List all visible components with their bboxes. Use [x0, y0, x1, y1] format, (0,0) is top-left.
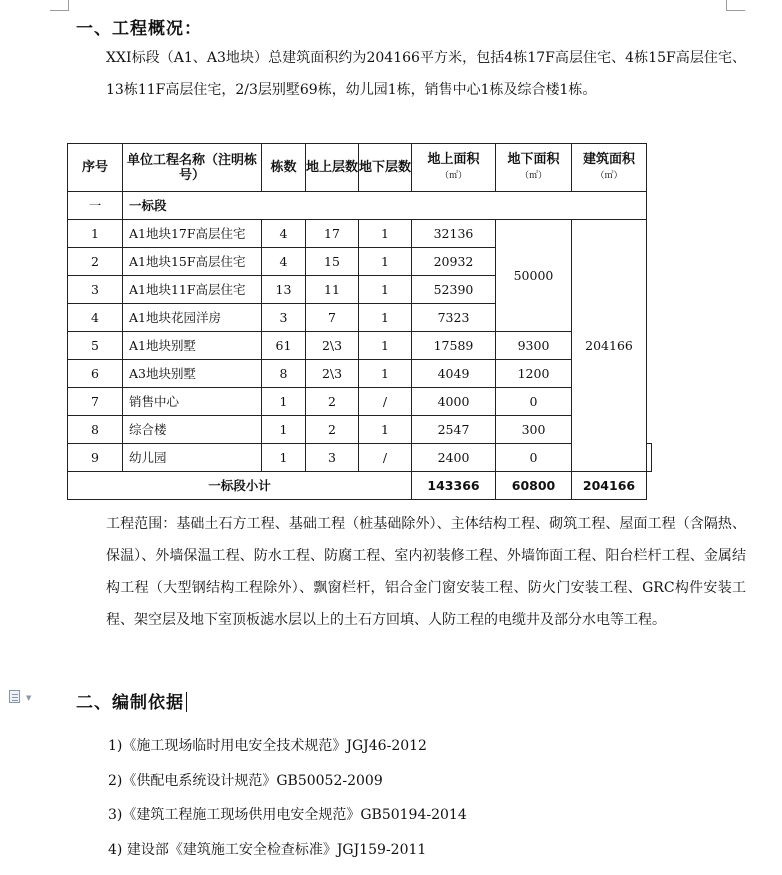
- table-row: [68, 332, 652, 360]
- document-icon[interactable]: [9, 690, 20, 703]
- table-row: [68, 444, 652, 472]
- row-count: 3: [262, 304, 306, 332]
- row-above-floors: 3: [306, 444, 359, 472]
- row-below-floors: 1: [359, 416, 412, 444]
- row-below-floors: /: [359, 388, 412, 416]
- row-below-floors: 1: [359, 360, 412, 388]
- row-no: 5: [68, 332, 123, 360]
- header-total-area-label: 建筑面积: [583, 152, 635, 167]
- row-count: 61: [262, 332, 306, 360]
- row-above-area: 52390: [412, 276, 496, 304]
- overview-paragraph: [76, 42, 746, 106]
- row-count: 8: [262, 360, 306, 388]
- row-name: 综合楼: [123, 416, 262, 444]
- row-below-floors: 1: [359, 304, 412, 332]
- section-row-no: 一: [68, 192, 123, 220]
- header-no: 序号: [68, 144, 123, 192]
- reference-list: [108, 737, 467, 875]
- list-item: 2)《供配电系统设计规范》GB50052-2009: [108, 772, 467, 807]
- header-above-area: [412, 144, 496, 192]
- row-count: 1: [262, 444, 306, 472]
- row-above-floors: 15: [306, 248, 359, 276]
- row-above-area: 20932: [412, 248, 496, 276]
- project-table: [67, 143, 652, 500]
- header-below-area-unit: （㎡）: [520, 171, 547, 181]
- row-below-floors: 1: [359, 276, 412, 304]
- row-under-area: 300: [496, 416, 572, 444]
- row-name: A1地块11F高层住宅: [123, 276, 262, 304]
- header-below-floors: 地下层数: [359, 144, 412, 192]
- row-no: 4: [68, 304, 123, 332]
- header-below-area-label: 地下面积: [507, 152, 559, 167]
- row-above-area: 4000: [412, 388, 496, 416]
- row-above-floors: 7: [306, 304, 359, 332]
- row-under-area: 9300: [496, 332, 572, 360]
- header-count: 栋数: [262, 144, 306, 192]
- row-count: 4: [262, 248, 306, 276]
- section-row-name: 一标段: [123, 192, 647, 220]
- row-above-area: 2400: [412, 444, 496, 472]
- row-no: 9: [68, 444, 123, 472]
- text-cursor: [186, 692, 187, 712]
- list-item: 4) 建设部《建筑施工安全检查标准》JGJ159-2011: [108, 841, 467, 875]
- row-no: 2: [68, 248, 123, 276]
- row-no: 1: [68, 220, 123, 248]
- row-above-area: 4049: [412, 360, 496, 388]
- row-above-floors: 11: [306, 276, 359, 304]
- row-name: A1地块17F高层住宅: [123, 220, 262, 248]
- section-2-title: 二、编制依据: [76, 693, 184, 713]
- merged-total-area: 204166: [572, 220, 647, 472]
- row-count: 1: [262, 388, 306, 416]
- header-above-floors: 地上层数: [306, 144, 359, 192]
- subtotal-row: [68, 472, 652, 500]
- scope-paragraph: [76, 508, 746, 636]
- row-above-area: 32136: [412, 220, 496, 248]
- header-above-area-unit: （㎡）: [440, 171, 467, 181]
- overview-text: XXⅠ标段（A1、A3地块）总建筑面积约为204166平方米，包括4栋17F高层住宅、4栋15F高层住宅、13栋11F高层住宅，2/3层别墅69栋，幼儿园1栋，销售中心1栋及综合楼1栋。: [76, 42, 746, 106]
- table-row: [68, 220, 652, 248]
- row-no: 8: [68, 416, 123, 444]
- row-above-area: 17589: [412, 332, 496, 360]
- row-no: 7: [68, 388, 123, 416]
- row-count: 4: [262, 220, 306, 248]
- table-header-row: [68, 144, 652, 192]
- section-1-heading: 一、工程概况：: [76, 14, 202, 39]
- header-total-area: [572, 144, 647, 192]
- row-total-area-empty: [647, 444, 652, 472]
- row-count: 1: [262, 416, 306, 444]
- header-total-area-unit: （㎡）: [595, 171, 622, 181]
- list-item: 3)《建筑工程施工现场供用电安全规范》GB50194-2014: [108, 806, 467, 841]
- subtotal-under-area: 60800: [496, 472, 572, 500]
- section-row: [68, 192, 652, 220]
- scope-text: 工程范围：基础土石方工程、基础工程（桩基础除外）、主体结构工程、砌筑工程、屋面工程（含隔热、保温）、外墙保温工程、防水工程、防腐工程、室内初装修工程、外墙饰面工程、阳台栏杆工程、金属结构工程（大型钢结构工程除外）、飘窗栏杆，铝合金门窗安装工程、防火门安装工程、GRC构件安装工程、架空层及地下室顶板滤水层以上的土石方回填、人防工程的电缆井及部分水电等工程。: [76, 508, 746, 636]
- row-above-floors: 17: [306, 220, 359, 248]
- row-below-floors: 1: [359, 332, 412, 360]
- row-below-floors: 1: [359, 248, 412, 276]
- table-row: [68, 388, 652, 416]
- row-name: 销售中心: [123, 388, 262, 416]
- subtotal-label: 一标段小计: [68, 472, 412, 500]
- row-under-area: 0: [496, 444, 572, 472]
- row-above-area: 7323: [412, 304, 496, 332]
- merged-under-area: 50000: [496, 220, 572, 332]
- row-above-floors: 2\3: [306, 332, 359, 360]
- row-below-floors: 1: [359, 220, 412, 248]
- row-name: 幼儿园: [123, 444, 262, 472]
- subtotal-above-area: 143366: [412, 472, 496, 500]
- subtotal-total-area: 204166: [572, 472, 647, 500]
- row-name: A1地块15F高层住宅: [123, 248, 262, 276]
- header-below-area: [496, 144, 572, 192]
- row-under-area: 0: [496, 388, 572, 416]
- row-name: A1地块别墅: [123, 332, 262, 360]
- dropdown-caret-icon[interactable]: ▼: [26, 694, 31, 702]
- row-above-floors: 2: [306, 388, 359, 416]
- table-row: [68, 416, 652, 444]
- header-above-area-label: 地上面积: [427, 152, 479, 167]
- header-name: 单位工程名称（注明栋号）: [123, 144, 262, 192]
- section-2-heading: [76, 688, 187, 713]
- row-above-area: 2547: [412, 416, 496, 444]
- table-row: [68, 360, 652, 388]
- row-below-floors: /: [359, 444, 412, 472]
- row-above-floors: 2: [306, 416, 359, 444]
- row-name: A1地块花园洋房: [123, 304, 262, 332]
- row-above-floors: 2\3: [306, 360, 359, 388]
- row-name: A3地块别墅: [123, 360, 262, 388]
- page-corner-mark-left: [50, 0, 69, 11]
- row-count: 13: [262, 276, 306, 304]
- row-no: 3: [68, 276, 123, 304]
- row-under-area: 1200: [496, 360, 572, 388]
- row-no: 6: [68, 360, 123, 388]
- list-item: 1)《施工现场临时用电安全技术规范》JGJ46-2012: [108, 737, 467, 772]
- page-corner-mark-right: [726, 0, 745, 11]
